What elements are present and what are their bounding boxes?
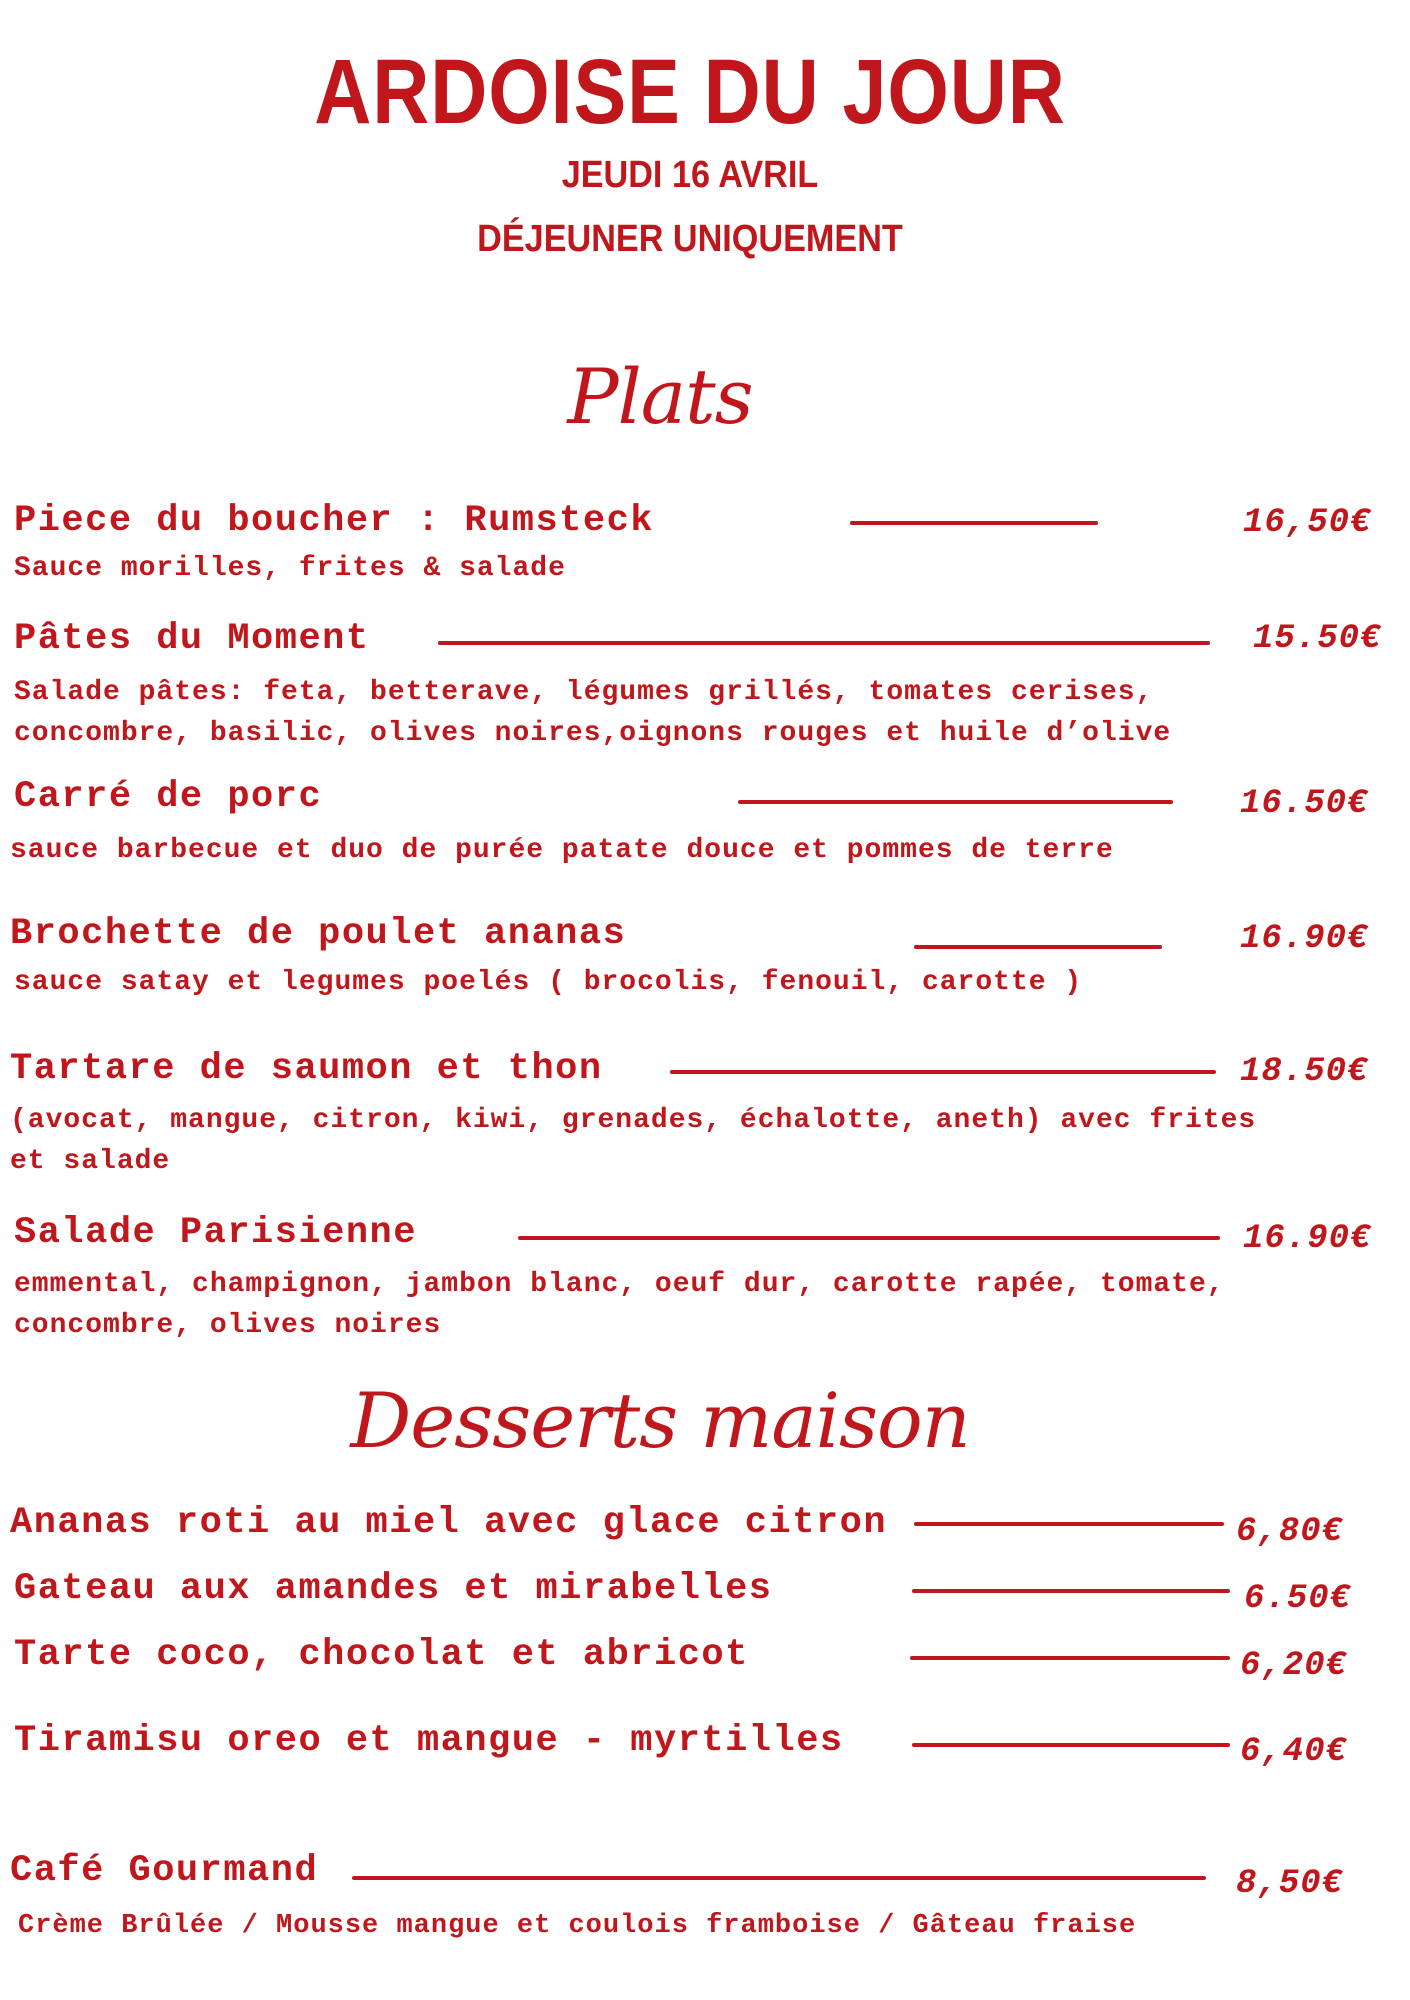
leader-line bbox=[518, 1236, 1220, 1240]
leader-line bbox=[438, 641, 1210, 645]
plat-description: Sauce morilles, frites & salade bbox=[14, 553, 566, 584]
plat-name: Pâtes du Moment bbox=[14, 618, 370, 660]
dessert-name: Café Gourmand bbox=[10, 1850, 319, 1892]
leader-line bbox=[910, 1656, 1230, 1660]
plat-price: 16,50€ bbox=[1243, 504, 1372, 542]
dessert-name: Tarte coco, chocolat et abricot bbox=[14, 1634, 749, 1676]
dessert-price: 6,20€ bbox=[1240, 1647, 1348, 1685]
plat-price: 16.50€ bbox=[1240, 785, 1369, 823]
section-title-desserts: Desserts maison bbox=[350, 1376, 970, 1465]
plat-description: sauce satay et legumes poelés ( brocolis, fenouil, carotte ) bbox=[14, 967, 1083, 998]
plat-price: 15.50€ bbox=[1253, 620, 1382, 658]
plat-name: Piece du boucher : Rumsteck bbox=[14, 500, 654, 542]
menu-title: ARDOISE DU JOUR bbox=[314, 41, 1066, 143]
leader-line bbox=[914, 945, 1162, 949]
plat-name: Carré de porc bbox=[14, 776, 323, 818]
plat-name: Brochette de poulet ananas bbox=[10, 913, 627, 955]
menu-date: JEUDI 16 AVRIL bbox=[561, 154, 819, 196]
dessert-name: Gateau aux amandes et mirabelles bbox=[14, 1568, 773, 1610]
plat-name: Salade Parisienne bbox=[14, 1212, 417, 1254]
leader-line bbox=[912, 1743, 1230, 1747]
plat-description: emmental, champignon, jambon blanc, oeuf dur, carotte rapée, tomate, concombre, olives noires bbox=[14, 1269, 1225, 1341]
plat-price: 16.90€ bbox=[1240, 920, 1369, 958]
leader-line bbox=[914, 1522, 1224, 1526]
leader-line bbox=[912, 1589, 1230, 1593]
dessert-name: Ananas roti au miel avec glace citron bbox=[10, 1502, 888, 1544]
plat-name: Tartare de saumon et thon bbox=[10, 1048, 603, 1090]
leader-line bbox=[352, 1876, 1206, 1880]
dessert-name: Tiramisu oreo et mangue - myrtilles bbox=[14, 1720, 844, 1762]
section-title-plats: Plats bbox=[567, 352, 753, 441]
plat-price: 18.50€ bbox=[1240, 1053, 1369, 1091]
plat-description: sauce barbecue et duo de purée patate douce et pommes de terre bbox=[10, 835, 1114, 866]
dessert-description: Crème Brûlée / Mousse mangue et coulois framboise / Gâteau fraise bbox=[18, 1911, 1137, 1941]
menu-service: DÉJEUNER UNIQUEMENT bbox=[477, 218, 903, 260]
dessert-price: 6,80€ bbox=[1236, 1513, 1344, 1551]
leader-line bbox=[850, 521, 1098, 525]
dessert-price: 6,40€ bbox=[1240, 1733, 1348, 1771]
leader-line bbox=[738, 800, 1173, 804]
dessert-price: 6.50€ bbox=[1244, 1580, 1352, 1618]
plat-description: (avocat, mangue, citron, kiwi, grenades, échalotte, aneth) avec frites et salade bbox=[10, 1105, 1257, 1177]
leader-line bbox=[670, 1070, 1216, 1074]
plat-price: 16.90€ bbox=[1243, 1220, 1372, 1258]
plat-description: Salade pâtes: feta, betterave, légumes grillés, tomates cerises, concombre, basilic, olives noires,oignons rouges et huile d’olive bbox=[14, 677, 1172, 749]
dessert-price: 8,50€ bbox=[1236, 1865, 1344, 1903]
